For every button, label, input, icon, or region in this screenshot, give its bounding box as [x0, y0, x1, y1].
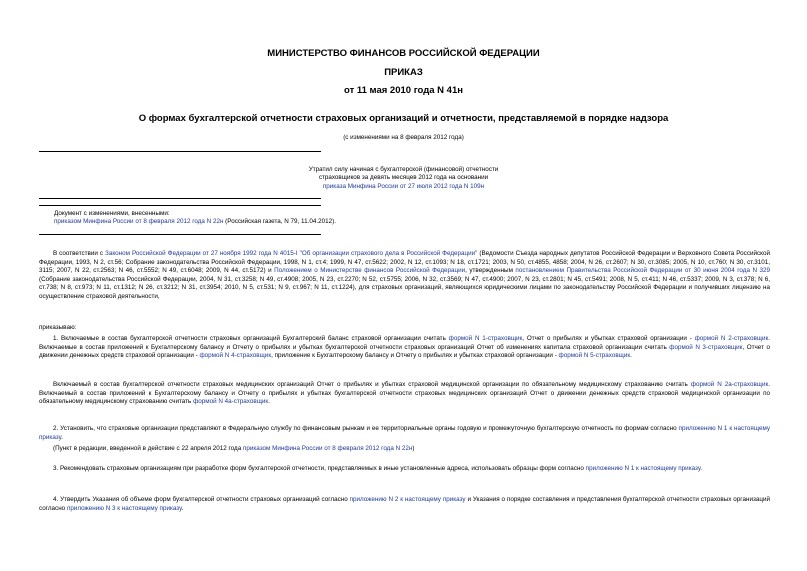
- ministry-heading: МИНИСТЕРСТВО ФИНАНСОВ РОССИЙСКОЙ ФЕДЕРАЦИИ: [267, 48, 540, 59]
- preamble-text: В соответствии с: [53, 250, 106, 257]
- item-text: , приложение к Бухгалтерскому балансу и Отчету о прибылях и убытках страховой организации -: [271, 352, 559, 360]
- expiry-note: [240, 166, 567, 191]
- preamble-text: , утвержденным: [465, 267, 516, 275]
- law-link[interactable]: Законом Российской Федерации от 27 ноября 1992 года N 4015-I "Об организации страхового дела в Российской Федерации": [105, 250, 478, 257]
- item-2-note: [39, 445, 770, 454]
- divider: [39, 205, 321, 206]
- item-text: и Указания о порядке составления и представления бухгалтерской отчетности страховых организаций согласно: [39, 496, 770, 512]
- divider: [39, 151, 321, 152]
- amendment-order-link[interactable]: приказом Минфина России от 8 февраля 2012 года N 22н: [242, 445, 413, 452]
- note-text: ): [412, 445, 415, 452]
- form-4-link[interactable]: формой N 4-страховщик: [199, 352, 272, 360]
- item-text: 1. Включаемые в состав бухгалтерской отчетности страховых организаций Бухгалтерский баланс страховой организации считать: [53, 335, 449, 342]
- amendments-label: Документ с изменениями, внесенными:: [54, 210, 170, 217]
- item-1b-paragraph: [39, 381, 770, 407]
- divider: [39, 234, 321, 235]
- form-2a-link[interactable]: формой N 2а-страховщик: [690, 381, 769, 388]
- item-1-paragraph: [39, 335, 770, 361]
- form-4a-link[interactable]: формой N 4а-страховщик: [193, 398, 269, 406]
- note-text: (Пункт в редакции, введенной в действие с 22 апреля 2012 года: [53, 445, 243, 452]
- item-text: . Включаемые в состав приложений к Бухгалтерскому балансу и Отчету о прибылях и убытках бухгалтерской отчетности страховых организаций Отчет об изменениях капитала страховой организации считать: [39, 335, 771, 351]
- expiry-link[interactable]: приказа Минфина России от 27 июля 2012 года N 109н: [322, 182, 485, 190]
- form-5-link[interactable]: формой N 5-страховщик: [558, 352, 631, 360]
- item-text: .: [700, 465, 703, 472]
- resolution-link[interactable]: постановлением Правительства Российской Федерации от 30 июня 2004 года N 329: [515, 267, 770, 275]
- preamble-paragraph: [39, 250, 770, 302]
- item-text: . Включаемый в состав приложений к Бухгалтерскому балансу и Отчету о прибылях и убытках бухгалтерской отчетности страховых медицинских организаций Отчет о движении денежных средств страховой медицинской организации по обязательному медицинскому страхованию считать: [39, 381, 770, 406]
- appendix-2-link[interactable]: приложению N 2 к настоящему приказу: [349, 496, 466, 503]
- order-word: приказываю:: [39, 324, 77, 331]
- item-text: 2. Установить, что страховые организации представляют в Федеральную службу по финансовым рынкам и ее территориальные органы годовую и промежуточную бухгалтерскую отчетность по формам согласно: [53, 425, 679, 432]
- preamble-text: (Собрание законодательства Российской Федерации, 2004, N 31, ст.3258; N 49, ст.4908; 2005, N 23, ст.2270; N 52, ст.5755; 2006, N 32, ст.3569; N 47, ст.4900; 2007, N 23, ст.2801; N 45, ст.5491; 2008, N 5, ст.411; N 46, ст.5337; 2009, N 3, ст.378; N 6, ст.738; N 8, ст.973; N 11, ст.1312; N 26, ст.3212; N 31, ст.3954; 2010, N 5, ст.531; N 9, ст.967; N 11, ст.1224), для страховых организаций, являющихся юридическими лицами по законодательству Российской Федерации и получивших лицензию на осуществление страховой деятельности,: [39, 275, 770, 300]
- regulation-link[interactable]: Положением о Министерстве финансов Российской Федерации: [274, 267, 466, 275]
- amendments-suffix: (Российская газета, N 79, 11.04.2012).: [223, 218, 336, 226]
- changes-note: (с изменениями на 8 февраля 2012 года): [343, 134, 464, 141]
- item-text: .: [268, 398, 270, 406]
- item-4-paragraph: [39, 496, 770, 513]
- item-text: , Отчет о прибылях и убытках страховой организации -: [522, 335, 695, 342]
- amendments-link[interactable]: приказом Минфина России от 8 февраля 2012 года N 22н: [54, 218, 224, 226]
- doc-type-heading: ПРИКАЗ: [384, 67, 423, 78]
- item-3-paragraph: [39, 465, 770, 474]
- divider: [39, 198, 321, 199]
- expiry-line-1: Утратил силу начиная с бухгалтерской (финансовой) отчетности: [308, 166, 499, 173]
- item-text: , Отчет о движении денежных средств страховой организации -: [39, 343, 770, 360]
- appendix-1-link[interactable]: приложению N 1 к настоящему приказу: [39, 425, 770, 441]
- form-3-link[interactable]: формой N 3-страховщик: [669, 343, 743, 351]
- form-1-link[interactable]: формой N 1-страховщик: [448, 335, 523, 342]
- amendments-block: [54, 210, 654, 227]
- item-text: .: [61, 433, 63, 441]
- item-text: Включаемый в состав бухгалтерской отчетности страховых медицинских организаций Отчет о прибылях и убытках страховой медицинской организации по обязательному медицинскому страхованию считать: [53, 381, 691, 388]
- amendments-line: [54, 218, 654, 226]
- item-text: 4. Утвердить Указания об объеме форм бухгалтерской отчетности страховых организаций согласно: [53, 496, 350, 503]
- item-text: .: [630, 352, 632, 360]
- appendix-1-link[interactable]: приложению N 1 к настоящему приказу: [585, 465, 701, 472]
- form-2-link[interactable]: формой N 2-страховщик: [694, 335, 769, 342]
- date-number-heading: от 11 мая 2010 года N 41н: [344, 85, 463, 96]
- preamble-text: (Ведомости Съезда народных депутатов Российской Федерации и Верховного Совета Российской Федерации, 1993, N 2, ст.56; Собрание законодательства Российской Федерации, 1998, N 1, ст.4; 1999, N 47, ст.5622; 2002, N 12, ст.1093; N 18, ст.1721; 2003, N 50, ст.4855, 4858; 2004, N 26, ст.2607; N 30, ст.3085; 2005, N 10, ст.760; N 30, ст.3101, 3115; 2007, N 22, ст.2563; N 46, ст.5552; N 49, ст.6048; 2009, N 44, ст.5172) и: [39, 250, 770, 275]
- document-title: О формах бухгалтерской отчетности страховых организаций и отчетности, представляемой в порядке надзора: [138, 113, 669, 124]
- appendix-3-link[interactable]: приложению N 3 к настоящему приказу: [66, 504, 182, 512]
- item-2-paragraph: [39, 425, 770, 442]
- item-text: .: [181, 504, 184, 512]
- expiry-line-2: страховщиков за девять месяцев 2012 года на основании: [318, 174, 489, 182]
- item-text: 3. Рекомендовать страховым организациям при разработке форм бухгалтерской отчетности, представляемых в иные установленные адреса, использовать образцы форм согласно: [53, 465, 586, 472]
